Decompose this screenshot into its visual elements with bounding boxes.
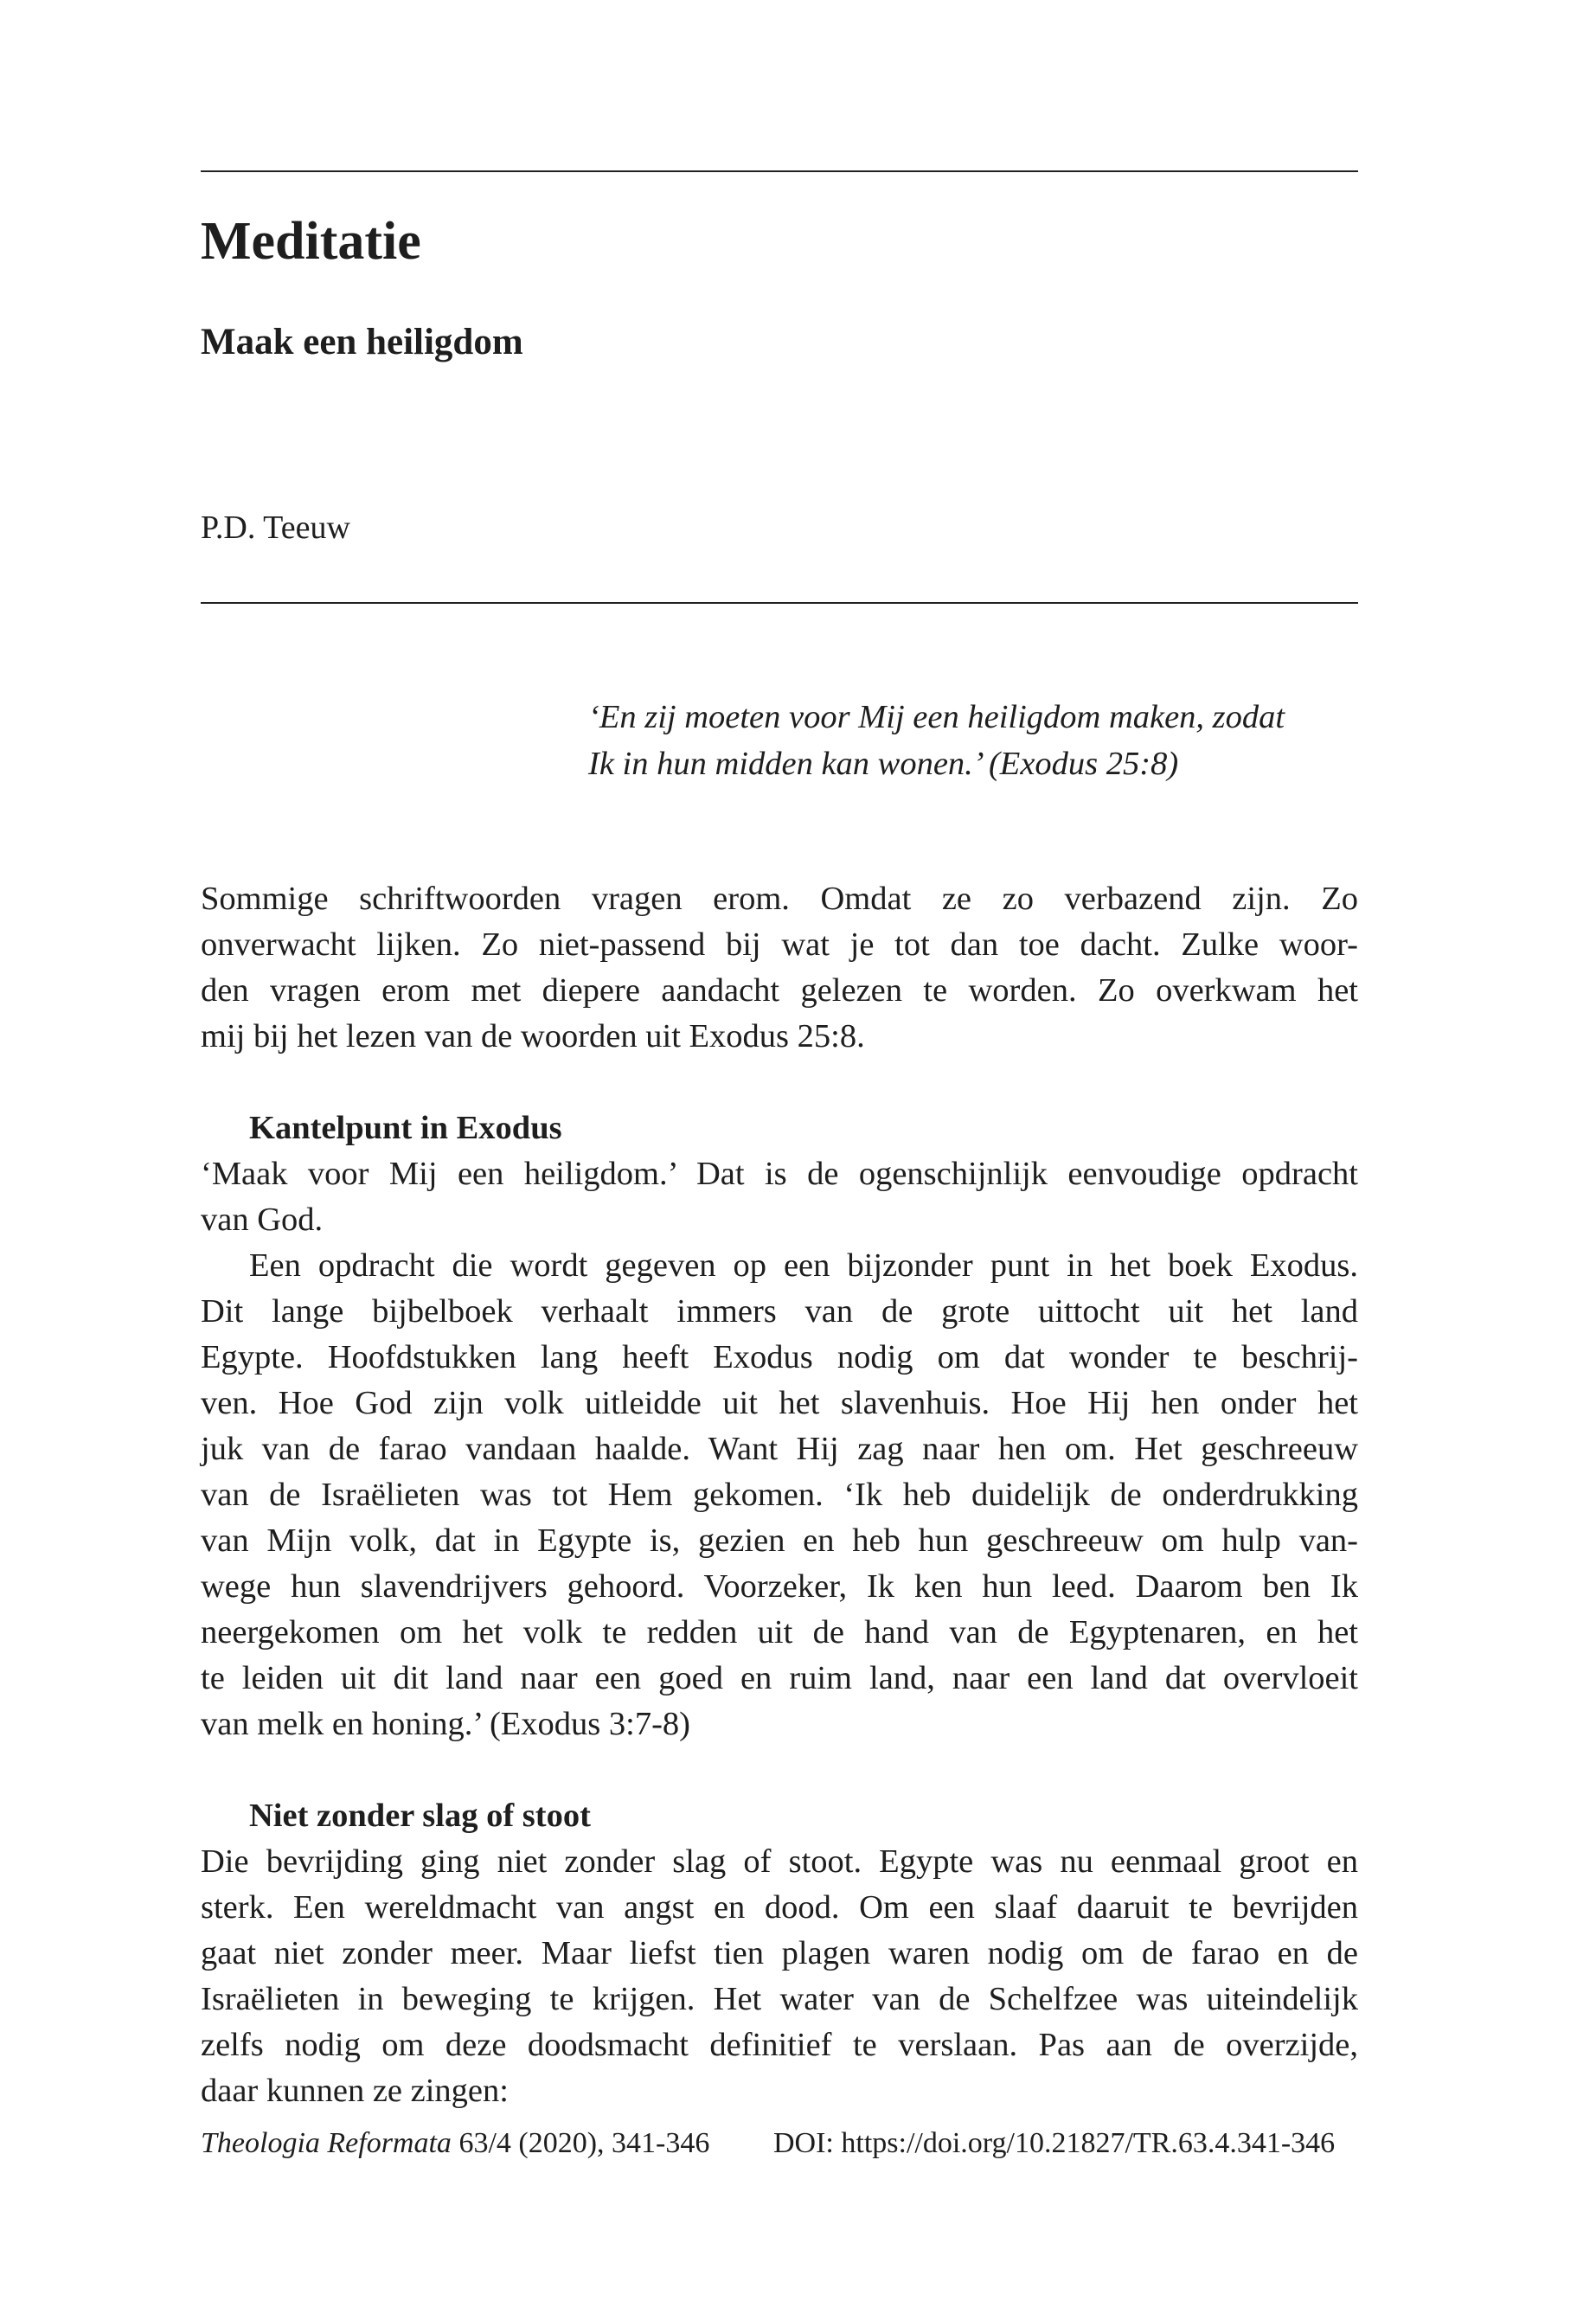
- paragraph-line: Dit lange bijbelboek verhaalt immers van de grote uittocht uit het land: [201, 1293, 1358, 1330]
- paragraph-line: te leiden uit dit land naar een goed en ruim land, naar een land dat overvloeit: [201, 1660, 1358, 1696]
- volume-pages: 63/4 (2020), 341-346: [451, 2127, 710, 2159]
- paragraph-line: wege hun slavendrijvers gehoord. Voorzeker, Ik ken hun leed. Daarom ben Ik: [201, 1568, 1358, 1605]
- journal-name: Theologia Reformata: [201, 2127, 452, 2159]
- paragraph-line: neergekomen om het volk te redden uit de hand van de Egyptenaren, en het: [201, 1614, 1358, 1650]
- paragraph-line: gaat niet zonder meer. Maar liefst tien plagen waren nodig om de farao en de: [201, 1935, 1358, 1971]
- paragraph-line: van melk en honing.’ (Exodus 3:7-8): [201, 1706, 690, 1742]
- paragraph-line: ven. Hoe God zijn volk uitleidde uit het slavenhuis. Hoe Hij hen onder het: [201, 1385, 1358, 1421]
- journal-citation: [201, 2126, 709, 2162]
- body-text: [201, 876, 1358, 2114]
- epigraph-line: ‘En zij moeten voor Mij een heiligdom maken, zodat: [588, 699, 1285, 735]
- paragraph-line: zelfs nodig om deze doodsmacht definitief te verslaan. Pas aan de overzijde,: [201, 2027, 1358, 2063]
- section-heading: Kantelpunt in Exodus: [249, 1110, 562, 1146]
- article-title: Maak een heiligdom: [201, 322, 523, 362]
- top-rule: [201, 170, 1358, 172]
- author-name: P.D. Teeuw: [201, 510, 350, 546]
- paragraph-line: Israëlieten in beweging te krijgen. Het water van de Schelfzee was uiteindelijk: [201, 1981, 1358, 2017]
- header-bottom-rule: [201, 602, 1358, 604]
- epigraph-line: Ik in hun midden kan wonen.’ (Exodus 25:8): [588, 746, 1179, 782]
- paragraph-line: ‘Maak voor Mij een heiligdom.’ Dat is de ogenschijnlijk eenvoudige opdracht: [201, 1156, 1358, 1192]
- paragraph-line: Een opdracht die wordt gegeven op een bijzonder punt in het boek Exodus.: [249, 1247, 1358, 1284]
- paragraph-line: sterk. Een wereldmacht van angst en dood. Om een slaaf daaruit te bevrijden: [201, 1889, 1358, 1926]
- article-section-title: Meditatie: [201, 212, 421, 271]
- intro-line: onverwacht lijken. Zo niet-passend bij wat je tot dan toe dacht. Zulke woor-: [201, 926, 1358, 963]
- paragraph-line: van God.: [201, 1202, 324, 1238]
- intro-line: den vragen erom met diepere aandacht gelezen te worden. Zo overkwam het: [201, 972, 1358, 1009]
- paragraph-line: daar kunnen ze zingen:: [201, 2073, 509, 2109]
- section-heading: Niet zonder slag of stoot: [249, 1798, 591, 1834]
- paragraph-line: juk van de farao vandaan haalde. Want Hij zag naar hen om. Het geschreeuw: [201, 1431, 1358, 1467]
- paragraph-line: van Mijn volk, dat in Egypte is, gezien en heb hun geschreeuw om hulp van-: [201, 1522, 1358, 1559]
- doi-link[interactable]: DOI: https://doi.org/10.21827/TR.63.4.341-346: [773, 2127, 1336, 2159]
- epigraph-quote: [588, 694, 1367, 787]
- paragraph-line: van de Israëlieten was tot Hem gekomen. ‘Ik heb duidelijk de onderdrukking: [201, 1477, 1358, 1513]
- paragraph-line: Egypte. Hoofdstukken lang heeft Exodus nodig om dat wonder te beschrij-: [201, 1339, 1358, 1375]
- intro-line: Sommige schriftwoorden vragen erom. Omdat ze zo verbazend zijn. Zo: [201, 881, 1358, 917]
- paragraph-line: Die bevrijding ging niet zonder slag of stoot. Egypte was nu eenmaal groot en: [201, 1843, 1358, 1880]
- intro-line: mij bij het lezen van de woorden uit Exodus 25:8.: [201, 1018, 865, 1054]
